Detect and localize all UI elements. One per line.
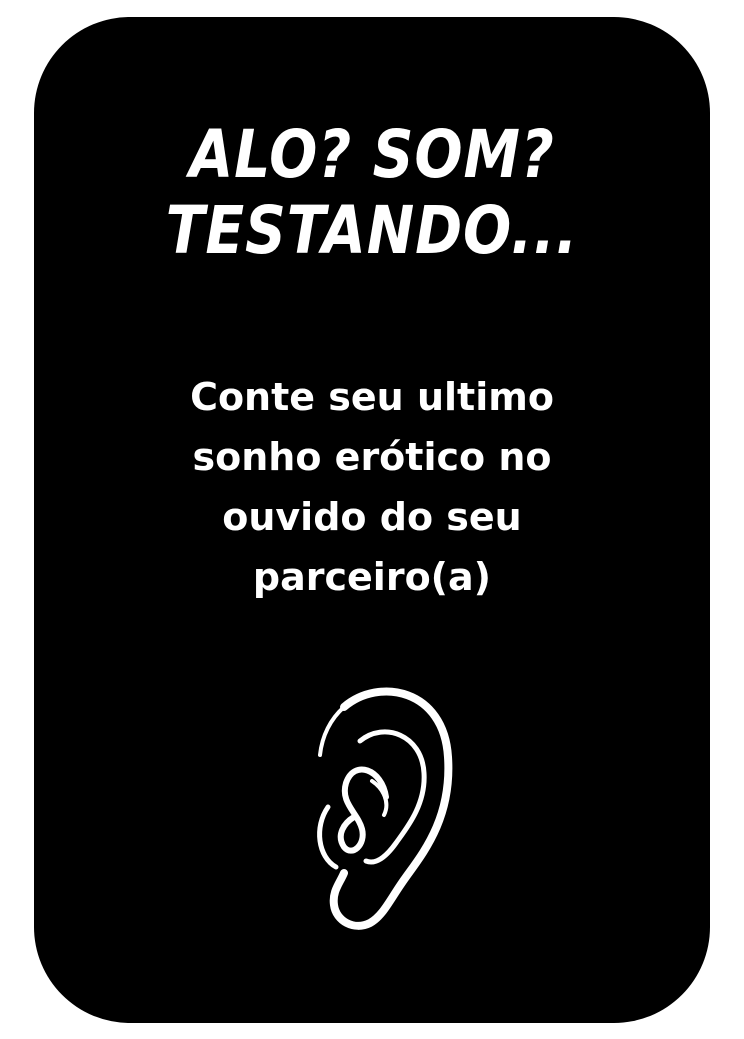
card-prompt — [34, 367, 710, 607]
ear-icon — [284, 677, 454, 937]
card — [34, 17, 710, 1023]
prompt-line-2: sonho erótico no — [192, 435, 552, 479]
prompt-line-4: parceiro(a) — [252, 555, 492, 599]
card-title — [81, 117, 662, 269]
prompt-line-3: ouvido do seu — [222, 495, 522, 539]
title-line-2: TESTANDO... — [165, 192, 579, 269]
prompt-line-1: Conte seu ultimo — [190, 375, 554, 419]
title-line-1: ALO? SOM? — [189, 116, 555, 193]
